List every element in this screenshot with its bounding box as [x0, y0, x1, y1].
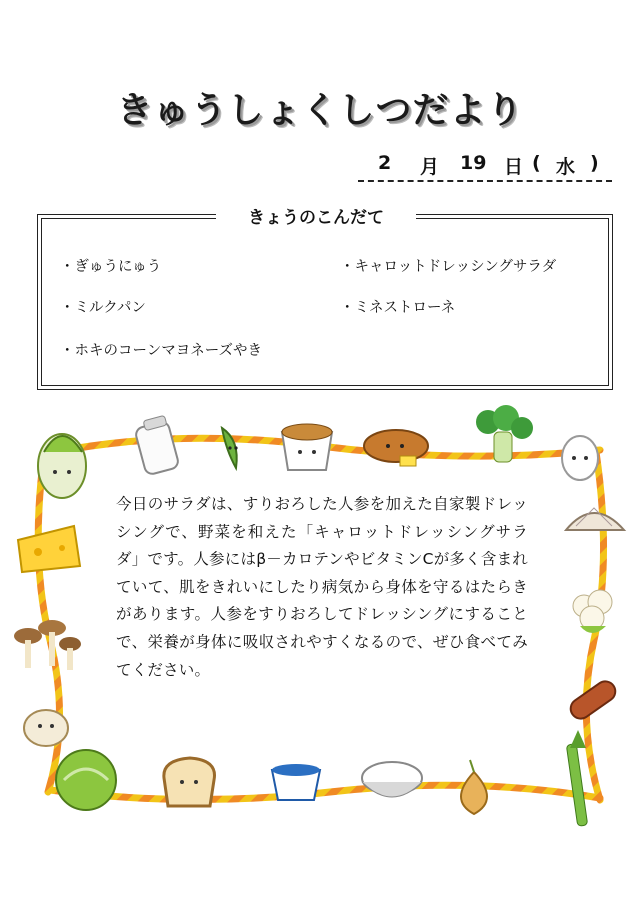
- menu-item-fish: ・ホキのコーンマヨネーズやき: [60, 343, 262, 359]
- date-month-unit: 月: [420, 156, 440, 178]
- milk-bottle-icon: [134, 415, 179, 475]
- natto-icon: [282, 424, 332, 470]
- date-month: 2: [378, 152, 392, 174]
- butter-icon: [400, 456, 416, 466]
- cauliflower-icon: [573, 590, 612, 633]
- page-title: きゅうしょくしつだより: [116, 90, 524, 131]
- menu-item-salad: ・キャロットドレッシングサラダ: [340, 259, 557, 275]
- date-open-paren: (: [532, 152, 541, 174]
- yogurt-cup-icon: [272, 764, 320, 800]
- menu-heading: きょうのこんだて: [216, 203, 416, 228]
- onion-icon: [461, 760, 487, 814]
- menu-item-bread: ・ミルクパン: [60, 300, 146, 316]
- menu-item-soup: ・ミネストローネ: [340, 300, 456, 316]
- menu-item-milk: ・ぎゅうにゅう: [60, 259, 162, 275]
- egg-icon: [562, 436, 598, 480]
- bread-roll-icon: [364, 430, 428, 462]
- cheese-icon: [18, 526, 80, 572]
- date-day: 19: [460, 152, 487, 174]
- date-weekday: 水: [556, 156, 576, 178]
- sausage-icon: [567, 677, 619, 722]
- chinese-cabbage-icon: [38, 434, 86, 498]
- rice-bowl-icon: [362, 762, 422, 797]
- date-close-paren: ): [590, 152, 599, 174]
- cabbage-icon: [56, 750, 116, 810]
- date-day-unit: 日: [504, 156, 524, 178]
- okra-icon: [222, 428, 238, 468]
- article-text: 今日のサラダは、すりおろした人参を加えた自家製ドレッシングで、野菜を和えた「キャロットドレッシングサラダ」です。人参にはβ－カロテンやビタミンCが多く含まれていて、肌をきれいにしたり病気から身体を守るはたらきがあります。人参をすりおろしてドレッシングにすることで、栄養が身体に吸収されやすくなるので、ぜひ食べてみてください。: [116, 495, 528, 679]
- potato-icon: [24, 710, 68, 746]
- mushrooms-icon: [14, 620, 81, 670]
- asparagus-icon: [566, 730, 587, 826]
- toast-icon: [164, 758, 215, 806]
- clam-icon: [566, 508, 624, 530]
